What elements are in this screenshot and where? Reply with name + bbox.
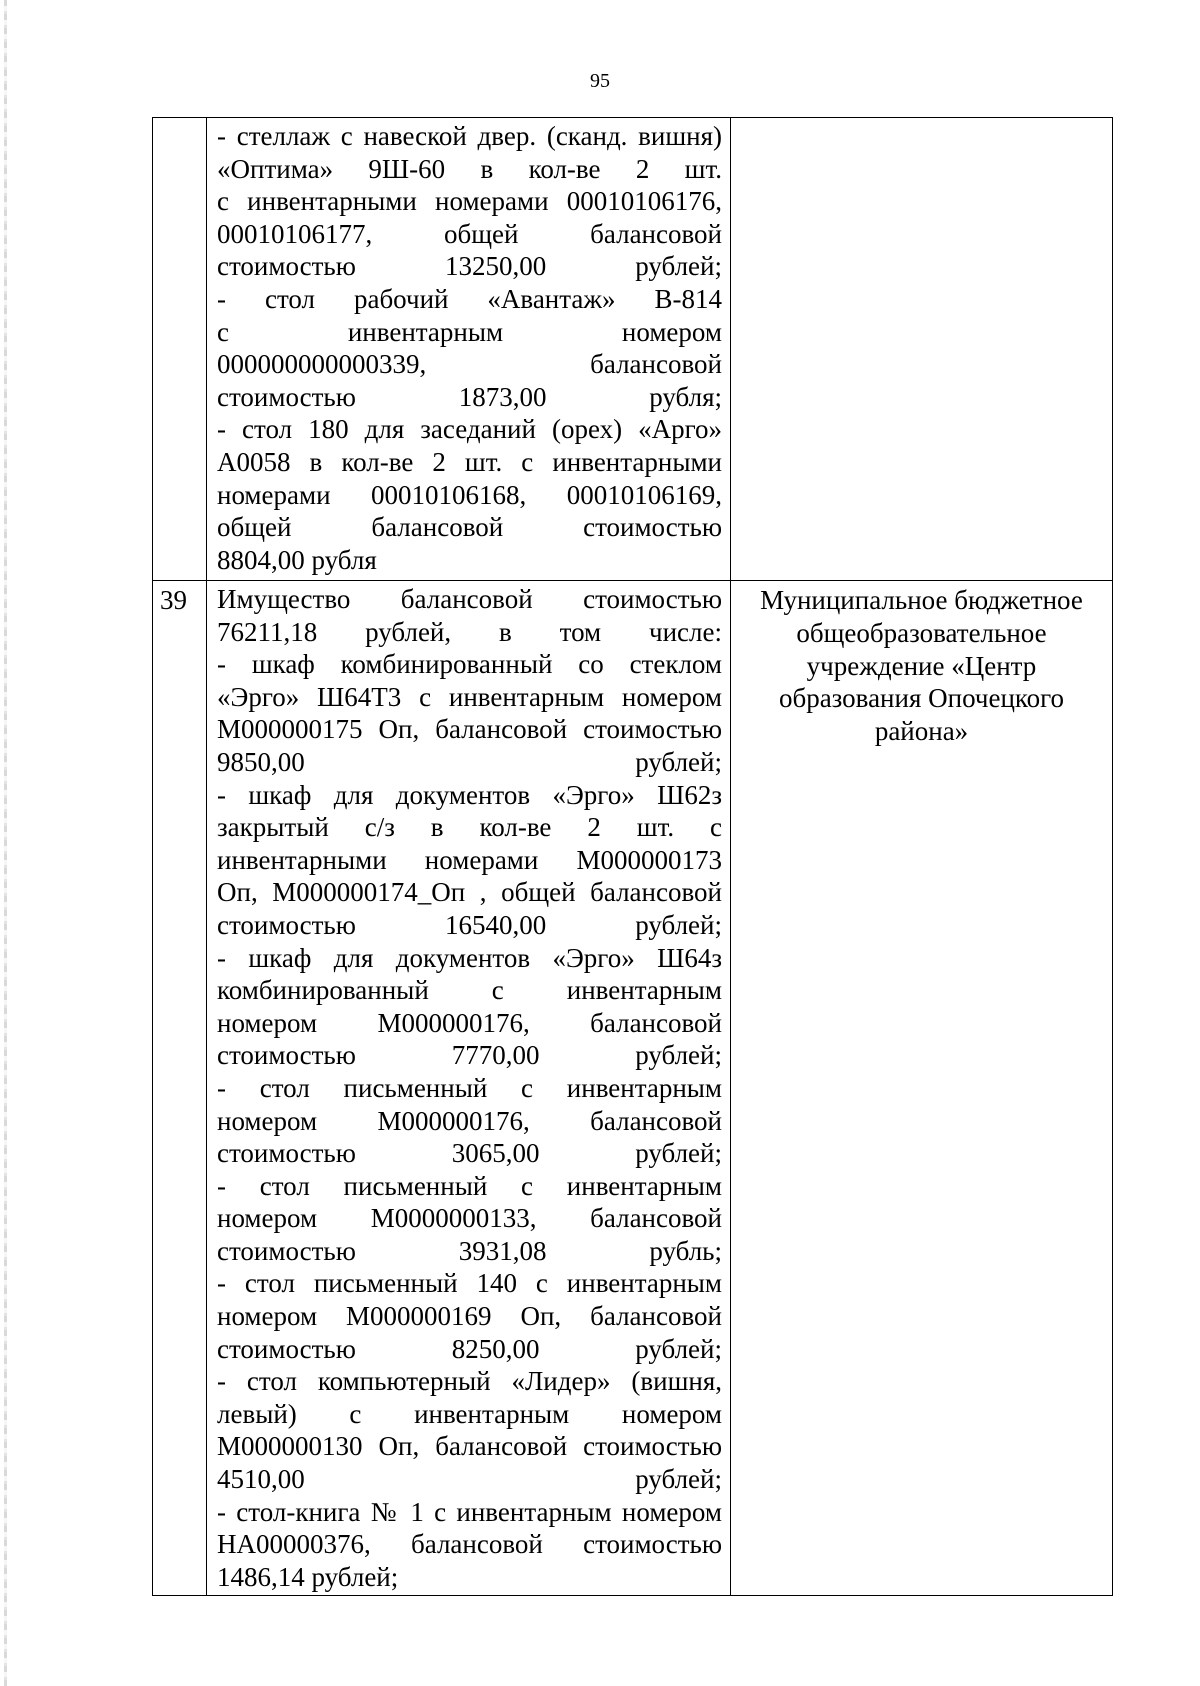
description-line: - шкаф для документов «Эрго» Ш64з — [217, 942, 722, 973]
description-line: - стол письменный с инвентарным — [217, 1170, 722, 1201]
description-line: стоимостью 1873,00 рубля; — [217, 381, 722, 412]
description-line: «Эрго» Ш64Т3 с инвентарным номером — [217, 681, 722, 712]
description-line: 8804,00 рубля — [217, 544, 377, 575]
row-number: 39 — [160, 585, 187, 615]
row-number — [153, 118, 206, 121]
description-line: - стол 180 для заседаний (орех) «Арго» — [217, 414, 722, 445]
description-line: А0058 в кол-ве 2 шт. с инвентарными — [217, 446, 722, 477]
description-line: номерами 00010106168, 00010106169, — [217, 479, 722, 510]
description-line: «Оптима» 9Ш-60 в кол-ве 2 шт. — [217, 153, 722, 184]
description-line: с инвентарным номером — [217, 316, 722, 347]
description-line: номером М000000176, балансовой — [217, 1105, 722, 1136]
description-line: М000000175 Оп, балансовой стоимостью — [217, 714, 722, 745]
description-line: закрытый с/з в кол-ве 2 шт. с — [217, 812, 722, 843]
description-line: общей балансовой стоимостью — [217, 512, 722, 543]
organization-line: Муниципальное бюджетное — [760, 585, 1083, 615]
page-number: 95 — [590, 70, 610, 92]
organization-line: учреждение «Центр — [806, 650, 1037, 681]
description-line: - стол-книга № 1 с инвентарным номером — [217, 1496, 722, 1527]
description-line: номером М000000176, балансовой — [217, 1007, 722, 1038]
description-cell — [207, 581, 731, 1596]
description-line: 000000000000339, балансовой — [217, 349, 722, 380]
row-number-cell — [153, 118, 207, 581]
description-line: М000000130 Оп, балансовой стоимостью — [217, 1431, 722, 1462]
organization-cell — [731, 581, 1113, 1596]
description-line: стоимостью 8250,00 рублей; — [217, 1333, 722, 1364]
description-line: стоимостью 16540,00 рублей; — [217, 909, 722, 940]
organization-name — [731, 118, 1112, 121]
description-line: 1486,14 рублей; — [217, 1561, 399, 1592]
description-line: - стол письменный 140 с инвентарным — [217, 1268, 722, 1299]
description-line: НА00000376, балансовой стоимостью — [217, 1529, 722, 1560]
table-row — [153, 118, 1113, 581]
description-line: - стол письменный с инвентарным — [217, 1072, 722, 1103]
description-line: Оп, М000000174_Оп , общей балансовой — [217, 877, 722, 908]
description-line: - стол компьютерный «Лидер» (вишня, — [217, 1366, 722, 1397]
row-number-cell — [153, 581, 207, 1596]
property-description — [207, 581, 730, 1595]
description-line: стоимостью 3065,00 рублей; — [217, 1138, 722, 1169]
description-line: стоимостью 3931,08 рубль; — [217, 1235, 722, 1266]
description-line: левый) с инвентарным номером — [217, 1398, 722, 1429]
description-line: стоимостью 7770,00 рублей; — [217, 1040, 722, 1071]
description-line: 4510,00 рублей; — [217, 1464, 722, 1495]
description-line: номером М0000000133, балансовой — [217, 1203, 722, 1234]
description-line: - стол рабочий «Авантаж» В-814 — [217, 283, 722, 314]
description-line: 76211,18 рублей, в том числе: — [217, 616, 722, 647]
description-cell — [207, 118, 731, 581]
description-line: - шкаф комбинированный со стеклом — [217, 649, 722, 680]
organization-line: общеобразовательное — [796, 617, 1047, 648]
description-line: 00010106177, общей балансовой — [217, 218, 722, 249]
description-line: стоимостью 13250,00 рублей; — [217, 251, 722, 282]
organization-line: образования Опочецкого — [778, 683, 1065, 714]
table-row — [153, 581, 1113, 1596]
organization-cell — [731, 118, 1113, 581]
description-line: 9850,00 рублей; — [217, 746, 722, 777]
description-line: с инвентарными номерами 00010106176, — [217, 186, 722, 217]
scan-edge-streak — [4, 0, 7, 1686]
description-line: номером М000000169 Оп, балансовой — [217, 1301, 722, 1332]
description-line: инвентарными номерами М000000173 — [217, 844, 722, 875]
property-description — [207, 118, 730, 578]
description-line: - стеллаж с навеской двер. (сканд. вишня) — [217, 121, 722, 151]
description-line: - шкаф для документов «Эрго» Ш62з — [217, 779, 722, 810]
organization-name — [731, 581, 1112, 748]
description-line: комбинированный с инвентарным — [217, 975, 722, 1006]
property-table — [152, 117, 1113, 1596]
description-line: Имущество балансовой стоимостью — [217, 584, 722, 614]
organization-line: района» — [874, 716, 969, 747]
